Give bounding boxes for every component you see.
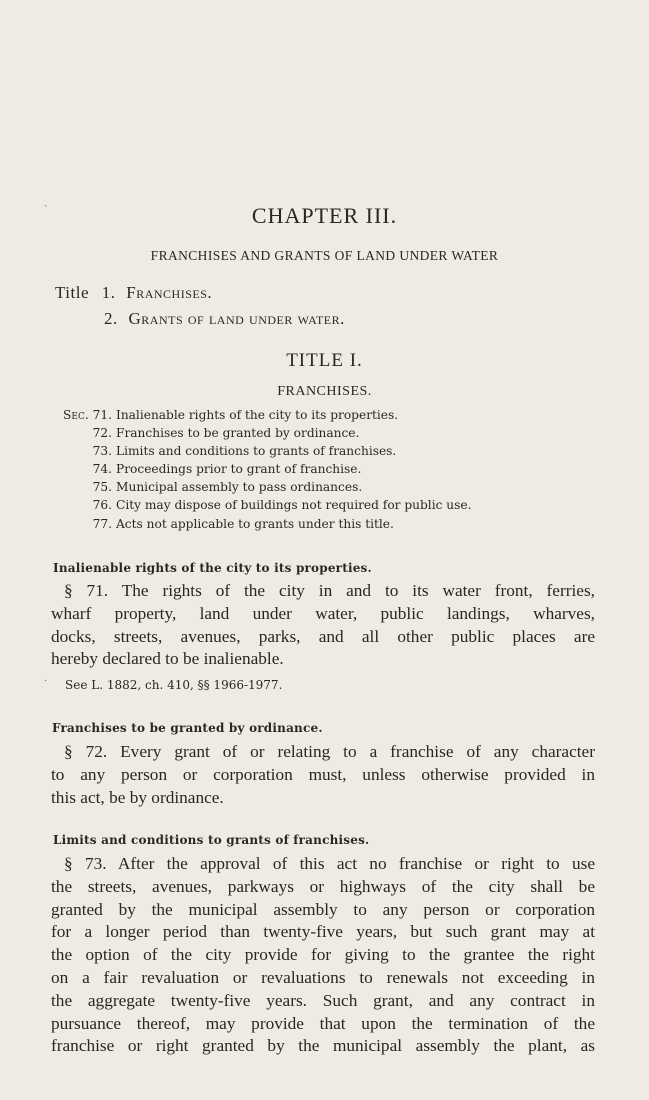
contents-row — [48, 496, 472, 514]
paragraph-line: on a fair revaluation or revaluations to renewals not exceeding in — [51, 967, 595, 987]
margin-mark: ˴ — [44, 200, 48, 211]
paragraph-line: pursuance thereof, may provide that upon the termination of the — [51, 1013, 595, 1033]
section-71-text — [51, 580, 595, 671]
paragraph-line: § 72. Every grant of or relating to a franchise of any character — [64, 742, 595, 761]
contents-row — [48, 515, 472, 533]
paragraph-line: franchise or right granted by the municipal assembly the plant, as — [51, 1036, 595, 1056]
contents-text: Acts not applicable to grants under this title. — [116, 516, 394, 531]
paragraph-line: wharf property, land under water, public landings, wharves, — [51, 603, 595, 623]
sec-label: Sec. — [63, 408, 89, 422]
contents-text: Municipal assembly to pass ordinances. — [116, 480, 363, 495]
title-name: Grants of land under water. — [128, 309, 345, 328]
section-71-heading: Inalienable rights of the city to its properties. — [53, 561, 372, 575]
title-heading: TITLE I. — [286, 350, 363, 371]
paragraph-line: docks, streets, avenues, parks, and all other public places are — [51, 626, 595, 646]
titles-list-item — [55, 283, 212, 303]
section-72-heading: Franchises to be granted by ordinance. — [52, 721, 323, 735]
titles-list-item — [104, 309, 345, 329]
title-prefix: Title — [55, 283, 90, 302]
contents-number: 73. — [92, 444, 112, 459]
contents-text: City may dispose of buildings not required for public use. — [116, 498, 472, 513]
contents-row — [48, 478, 472, 496]
contents-number: 72. — [92, 426, 112, 441]
contents-number: 74. — [92, 462, 112, 477]
contents-text: Limits and conditions to grants of franchises. — [116, 444, 397, 459]
paragraph-line: the streets, avenues, parkways or highways of the city shall be — [51, 876, 595, 896]
title-subheading: FRANCHISES. — [277, 384, 372, 399]
contents-text: Inalienable rights of the city to its properties. — [116, 408, 399, 422]
chapter-subheading: FRANCHISES AND GRANTS OF LAND UNDER WATER — [150, 248, 499, 263]
contents-row — [48, 460, 472, 478]
contents-row — [48, 406, 472, 424]
contents-number: 77. — [92, 516, 112, 531]
contents-number: 76. — [92, 498, 112, 513]
section-73-text — [51, 853, 595, 1058]
section-73-heading: Limits and conditions to grants of franchises. — [53, 833, 370, 847]
margin-mark: · — [44, 676, 48, 687]
title-number: 1. — [101, 283, 116, 302]
title-number: 2. — [104, 309, 118, 328]
title-name: Franchises. — [126, 283, 213, 302]
contents-row — [48, 442, 472, 460]
paragraph-line: § 71. The rights of the city in and to its water front, ferries, — [64, 581, 595, 600]
paragraph-line: granted by the municipal assembly to any person or corporation — [51, 899, 595, 919]
contents-number: 75. — [92, 480, 112, 495]
paragraph-line: § 73. After the approval of this act no franchise or right to use — [64, 854, 595, 873]
contents-text: Proceedings prior to grant of franchise. — [116, 462, 362, 477]
contents-list — [48, 406, 472, 533]
contents-row — [48, 424, 472, 442]
contents-number: Sec. 71. — [48, 406, 116, 424]
section-72-text — [51, 741, 595, 809]
chapter-heading: CHAPTER III. — [251, 203, 398, 228]
paragraph-line: for a longer period than twenty-five years, but such grant may at — [51, 922, 595, 942]
paragraph-line: this act, be by ordinance. — [51, 787, 224, 807]
paragraph-line: hereby declared to be inalienable. — [51, 649, 284, 669]
paragraph-line: the option of the city provide for giving to the grantee the right — [51, 945, 595, 965]
paragraph-line: the aggregate twenty-five years. Such grant, and any contract in — [51, 990, 595, 1010]
section-71-reference: See L. 1882, ch. 410, §§ 1966-1977. — [65, 678, 283, 692]
paragraph-line: to any person or corporation must, unless otherwise provided in — [51, 764, 595, 784]
contents-text: Franchises to be granted by ordinance. — [116, 426, 360, 441]
